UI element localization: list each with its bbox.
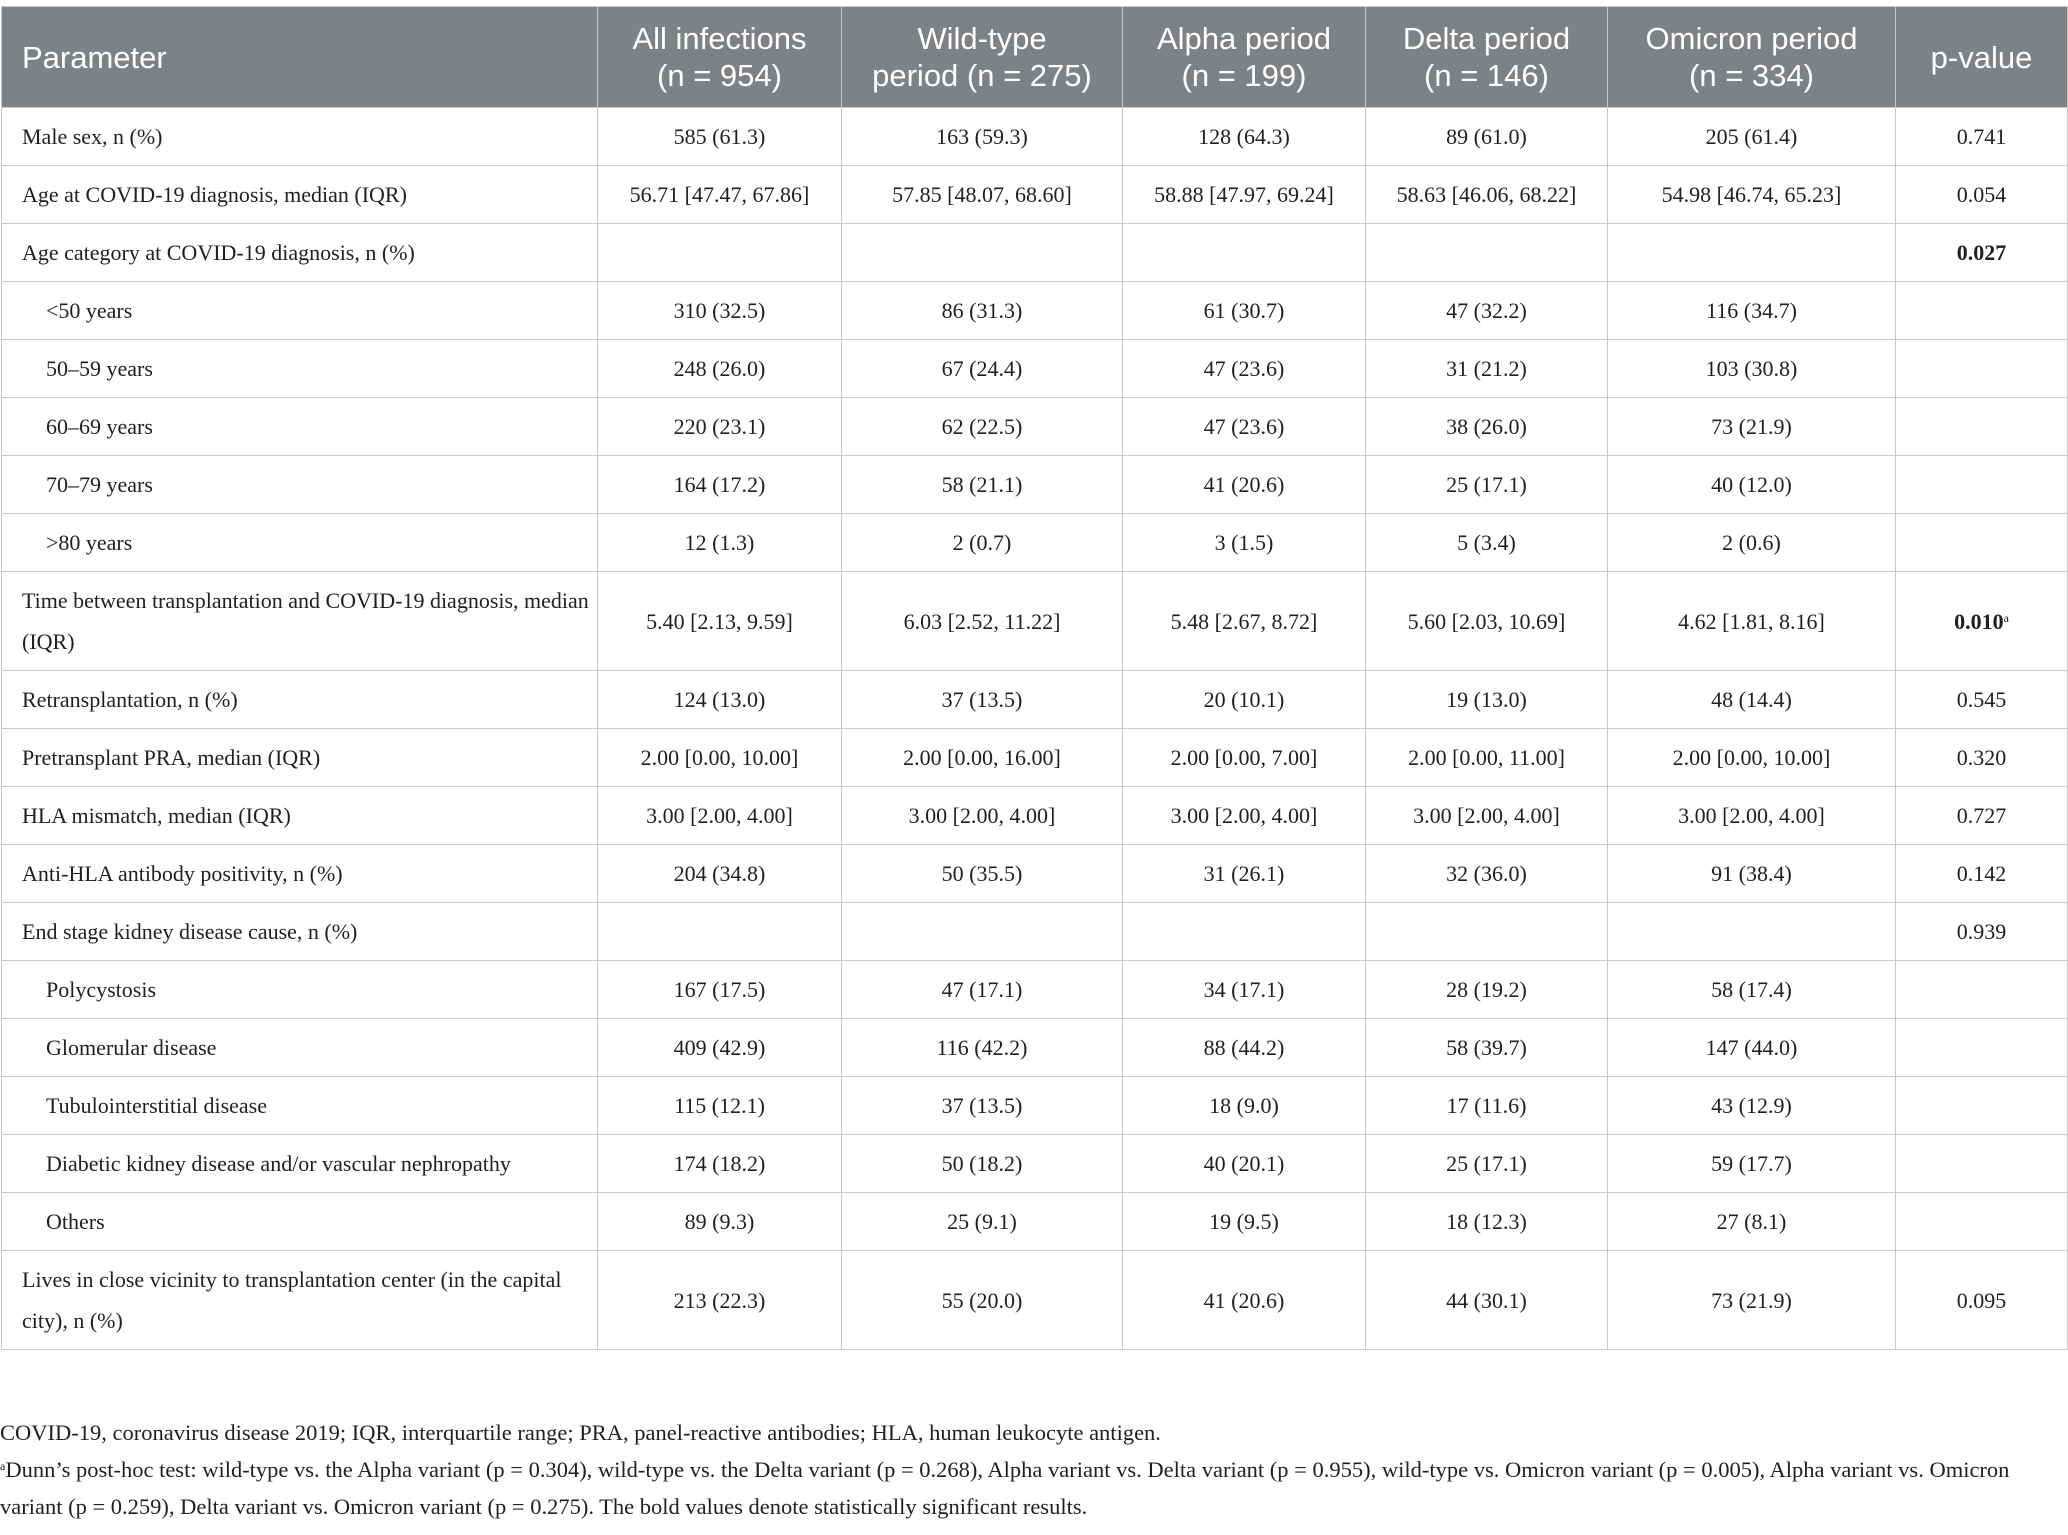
cell-value: 25 (17.1) <box>1366 1135 1608 1193</box>
cell-p-value <box>1896 224 2068 282</box>
cell-value: 19 (13.0) <box>1366 671 1608 729</box>
cell-value: 50 (35.5) <box>842 845 1123 903</box>
cell-value: 19 (9.5) <box>1123 1193 1366 1251</box>
cell-value: 2.00 [0.00, 10.00] <box>1608 729 1896 787</box>
cell-value: 5.60 [2.03, 10.69] <box>1366 572 1608 671</box>
cell-value: 3.00 [2.00, 4.00] <box>1366 787 1608 845</box>
cell-value <box>842 224 1123 282</box>
row-label: Lives in close vicinity to transplantation center (in the capital city), n (%) <box>2 1251 598 1350</box>
cell-value: 2.00 [0.00, 7.00] <box>1123 729 1366 787</box>
table-row <box>2 456 2068 514</box>
cell-value: 25 (17.1) <box>1366 456 1608 514</box>
cell-value: 58 (21.1) <box>842 456 1123 514</box>
cell-p-value <box>1896 340 2068 398</box>
cell-value: 585 (61.3) <box>598 108 842 166</box>
cell-value: 116 (42.2) <box>842 1019 1123 1077</box>
row-label: Anti-HLA antibody positivity, n (%) <box>2 845 598 903</box>
cell-value: 6.03 [2.52, 11.22] <box>842 572 1123 671</box>
table-row <box>2 961 2068 1019</box>
cell-value: 163 (59.3) <box>842 108 1123 166</box>
header-omicron-n: (n = 334) <box>1689 58 1814 93</box>
cell-value: 58.88 [47.97, 69.24] <box>1123 166 1366 224</box>
cell-value: 31 (21.2) <box>1366 340 1608 398</box>
header-wild-type-n: period (n = 275) <box>872 58 1092 93</box>
cell-value: 54.98 [46.74, 65.23] <box>1608 166 1896 224</box>
cell-value: 20 (10.1) <box>1123 671 1366 729</box>
table-row <box>2 340 2068 398</box>
cell-value: 40 (20.1) <box>1123 1135 1366 1193</box>
cell-value <box>1366 224 1608 282</box>
cell-value: 3.00 [2.00, 4.00] <box>598 787 842 845</box>
cell-value: 47 (32.2) <box>1366 282 1608 340</box>
cell-value: 3 (1.5) <box>1123 514 1366 572</box>
cell-value: 59 (17.7) <box>1608 1135 1896 1193</box>
cell-value: 47 (23.6) <box>1123 398 1366 456</box>
cell-value: 18 (12.3) <box>1366 1193 1608 1251</box>
cell-value: 57.85 [48.07, 68.60] <box>842 166 1123 224</box>
p-value-text: 0.142 <box>1956 861 2007 886</box>
cell-value: 88 (44.2) <box>1123 1019 1366 1077</box>
row-label: 50–59 years <box>2 340 598 398</box>
cell-value: 18 (9.0) <box>1123 1077 1366 1135</box>
cell-value: 248 (26.0) <box>598 340 842 398</box>
cell-value: 73 (21.9) <box>1608 1251 1896 1350</box>
row-label: <50 years <box>2 282 598 340</box>
cell-p-value <box>1896 572 2068 671</box>
row-label: Time between transplantation and COVID-19 diagnosis, median (IQR) <box>2 572 598 671</box>
cell-value: 41 (20.6) <box>1123 1251 1366 1350</box>
cell-value: 205 (61.4) <box>1608 108 1896 166</box>
table-row <box>2 729 2068 787</box>
p-value-text: 0.095 <box>1956 1287 2007 1313</box>
cell-value: 3.00 [2.00, 4.00] <box>1123 787 1366 845</box>
cell-value: 62 (22.5) <box>842 398 1123 456</box>
header-alpha-title: Alpha period <box>1156 21 1332 56</box>
cell-value: 124 (13.0) <box>598 671 842 729</box>
footnotes <box>0 1414 2060 1525</box>
header-all-infections-n: (n = 954) <box>657 58 782 93</box>
cell-value: 40 (12.0) <box>1608 456 1896 514</box>
cell-value <box>1123 903 1366 961</box>
cell-value: 2.00 [0.00, 16.00] <box>842 729 1123 787</box>
header-wild-type-title: Wild-type <box>917 21 1047 56</box>
cell-value: 2 (0.6) <box>1608 514 1896 572</box>
row-label: Age at COVID-19 diagnosis, median (IQR) <box>2 166 598 224</box>
cell-value <box>1123 224 1366 282</box>
cell-value: 58.63 [46.06, 68.22] <box>1366 166 1608 224</box>
cell-value: 61 (30.7) <box>1123 282 1366 340</box>
cell-value <box>1366 903 1608 961</box>
cell-value: 25 (9.1) <box>842 1193 1123 1251</box>
cell-value <box>598 224 842 282</box>
p-value-text: 0.027 <box>1956 240 2007 265</box>
cell-value <box>1608 224 1896 282</box>
header-delta-title: Delta period <box>1402 21 1571 56</box>
row-label: HLA mismatch, median (IQR) <box>2 787 598 845</box>
cell-p-value <box>1896 398 2068 456</box>
header-alpha-n: (n = 199) <box>1181 58 1307 93</box>
p-value-text: 0.939 <box>1956 919 2007 944</box>
cell-p-value <box>1896 1019 2068 1077</box>
row-label: 60–69 years <box>2 398 598 456</box>
row-label: Polycystosis <box>2 961 598 1019</box>
cell-value: 2.00 [0.00, 11.00] <box>1366 729 1608 787</box>
cell-value: 27 (8.1) <box>1608 1193 1896 1251</box>
table-body <box>2 108 2068 1350</box>
data-table <box>1 6 2068 1350</box>
cell-p-value <box>1896 845 2068 903</box>
cell-value: 37 (13.5) <box>842 1077 1123 1135</box>
cell-value: 89 (61.0) <box>1366 108 1608 166</box>
footnote-abbreviations: COVID-19, coronavirus disease 2019; IQR, interquartile range; PRA, panel-reactive antibodies; HLA, human leukocyte antigen. <box>0 1420 1161 1445</box>
cell-value: 37 (13.5) <box>842 671 1123 729</box>
header-parameter: Parameter <box>2 7 598 108</box>
cell-value: 58 (17.4) <box>1608 961 1896 1019</box>
header-omicron-title: Omicron period <box>1645 21 1858 56</box>
cell-value: 56.71 [47.47, 67.86] <box>598 166 842 224</box>
table-row <box>2 845 2068 903</box>
cell-value: 204 (34.8) <box>598 845 842 903</box>
cell-value: 38 (26.0) <box>1366 398 1608 456</box>
row-label: Glomerular disease <box>2 1019 598 1077</box>
cell-value: 41 (20.6) <box>1123 456 1366 514</box>
cell-p-value <box>1896 166 2068 224</box>
cell-value: 55 (20.0) <box>842 1251 1123 1350</box>
cell-value: 58 (39.7) <box>1366 1019 1608 1077</box>
cell-value: 32 (36.0) <box>1366 845 1608 903</box>
row-label: Age category at COVID-19 diagnosis, n (%) <box>2 224 598 282</box>
cell-p-value <box>1896 514 2068 572</box>
cell-value: 91 (38.4) <box>1608 845 1896 903</box>
table-row <box>2 514 2068 572</box>
table-row <box>2 671 2068 729</box>
cell-p-value <box>1896 282 2068 340</box>
cell-value: 34 (17.1) <box>1123 961 1366 1019</box>
cell-value: 174 (18.2) <box>598 1135 842 1193</box>
cell-p-value <box>1896 787 2068 845</box>
footnote-note-text: Dunn’s post-hoc test: wild-type vs. the Alpha variant (p = 0.304), wild-type vs. the Delta variant (p = 0.268), Alpha variant vs. Delta variant (p = 0.955), wild-type vs. Omicron variant (p = 0.005), Alpha variant vs. Omicron variant (p = 0.259), Delta variant vs. Omicron variant (p = 0.275). The bold values denote statistically significant results. <box>0 1457 2010 1519</box>
table-row <box>2 572 2068 671</box>
cell-value <box>598 903 842 961</box>
table-row <box>2 224 2068 282</box>
cell-value: 310 (32.5) <box>598 282 842 340</box>
p-value-text: 0.545 <box>1956 687 2007 712</box>
cell-p-value <box>1896 961 2068 1019</box>
cell-value: 73 (21.9) <box>1608 398 1896 456</box>
cell-value: 31 (26.1) <box>1123 845 1366 903</box>
cell-value: 17 (11.6) <box>1366 1077 1608 1135</box>
cell-value: 115 (12.1) <box>598 1077 842 1135</box>
table-row <box>2 108 2068 166</box>
cell-p-value <box>1896 1251 2068 1350</box>
cell-value: 86 (31.3) <box>842 282 1123 340</box>
header-delta-n: (n = 146) <box>1424 58 1549 93</box>
cell-value <box>842 903 1123 961</box>
p-value-text: 0.320 <box>1956 745 2007 770</box>
cell-value: 89 (9.3) <box>598 1193 842 1251</box>
cell-p-value <box>1896 1135 2068 1193</box>
header-all-infections <box>598 7 842 108</box>
table-row <box>2 398 2068 456</box>
row-label: End stage kidney disease cause, n (%) <box>2 903 598 961</box>
cell-value: 3.00 [2.00, 4.00] <box>1608 787 1896 845</box>
header-wild-type <box>842 7 1123 108</box>
header-row <box>2 7 2068 108</box>
cell-value: 128 (64.3) <box>1123 108 1366 166</box>
cell-value: 213 (22.3) <box>598 1251 842 1350</box>
cell-p-value <box>1896 671 2068 729</box>
row-label: 70–79 years <box>2 456 598 514</box>
table-row <box>2 1251 2068 1350</box>
table-row <box>2 787 2068 845</box>
cell-value: 2 (0.7) <box>842 514 1123 572</box>
row-label: Retransplantation, n (%) <box>2 671 598 729</box>
cell-value: 3.00 [2.00, 4.00] <box>842 787 1123 845</box>
cell-value: 103 (30.8) <box>1608 340 1896 398</box>
row-label: Others <box>2 1193 598 1251</box>
cell-value: 50 (18.2) <box>842 1135 1123 1193</box>
cell-value: 5.40 [2.13, 9.59] <box>598 572 842 671</box>
header-all-infections-title: All infections <box>632 21 807 56</box>
p-value-text: 0.010 <box>1954 608 2004 634</box>
cell-p-value <box>1896 108 2068 166</box>
cell-p-value <box>1896 729 2068 787</box>
p-value-text: 0.727 <box>1956 803 2007 828</box>
cell-value: 409 (42.9) <box>598 1019 842 1077</box>
cell-value: 47 (23.6) <box>1123 340 1366 398</box>
p-value-text: 0.741 <box>1956 124 2007 149</box>
table-row <box>2 1135 2068 1193</box>
cell-value: 164 (17.2) <box>598 456 842 514</box>
cell-value: 12 (1.3) <box>598 514 842 572</box>
cell-value: 116 (34.7) <box>1608 282 1896 340</box>
cell-p-value <box>1896 1077 2068 1135</box>
cell-value: 67 (24.4) <box>842 340 1123 398</box>
footnote-note <box>0 1451 2060 1525</box>
table-row <box>2 166 2068 224</box>
table-row <box>2 1077 2068 1135</box>
header-omicron <box>1608 7 1896 108</box>
header-alpha <box>1123 7 1366 108</box>
cell-p-value <box>1896 1193 2068 1251</box>
cell-p-value <box>1896 903 2068 961</box>
p-value-footnote-marker: a <box>2003 610 2009 625</box>
cell-value: 47 (17.1) <box>842 961 1123 1019</box>
table-row <box>2 1019 2068 1077</box>
row-label: >80 years <box>2 514 598 572</box>
row-label: Male sex, n (%) <box>2 108 598 166</box>
cell-value: 43 (12.9) <box>1608 1077 1896 1135</box>
cell-value: 147 (44.0) <box>1608 1019 1896 1077</box>
table-row <box>2 282 2068 340</box>
cell-value: 167 (17.5) <box>598 961 842 1019</box>
cell-value: 220 (23.1) <box>598 398 842 456</box>
table-row <box>2 1193 2068 1251</box>
cell-value: 44 (30.1) <box>1366 1251 1608 1350</box>
row-label: Diabetic kidney disease and/or vascular nephropathy <box>2 1135 598 1193</box>
p-value-text: 0.054 <box>1956 182 2007 207</box>
table-row <box>2 903 2068 961</box>
cell-value: 48 (14.4) <box>1608 671 1896 729</box>
cell-value: 5 (3.4) <box>1366 514 1608 572</box>
cell-value: 28 (19.2) <box>1366 961 1608 1019</box>
header-delta <box>1366 7 1608 108</box>
cell-p-value <box>1896 456 2068 514</box>
header-p-value: p-value <box>1896 7 2068 108</box>
cell-value: 5.48 [2.67, 8.72] <box>1123 572 1366 671</box>
row-label: Tubulointerstitial disease <box>2 1077 598 1135</box>
cell-value: 2.00 [0.00, 10.00] <box>598 729 842 787</box>
row-label: Pretransplant PRA, median (IQR) <box>2 729 598 787</box>
cell-value <box>1608 903 1896 961</box>
cell-value: 4.62 [1.81, 8.16] <box>1608 572 1896 671</box>
footnote-marker: a <box>0 1459 6 1473</box>
